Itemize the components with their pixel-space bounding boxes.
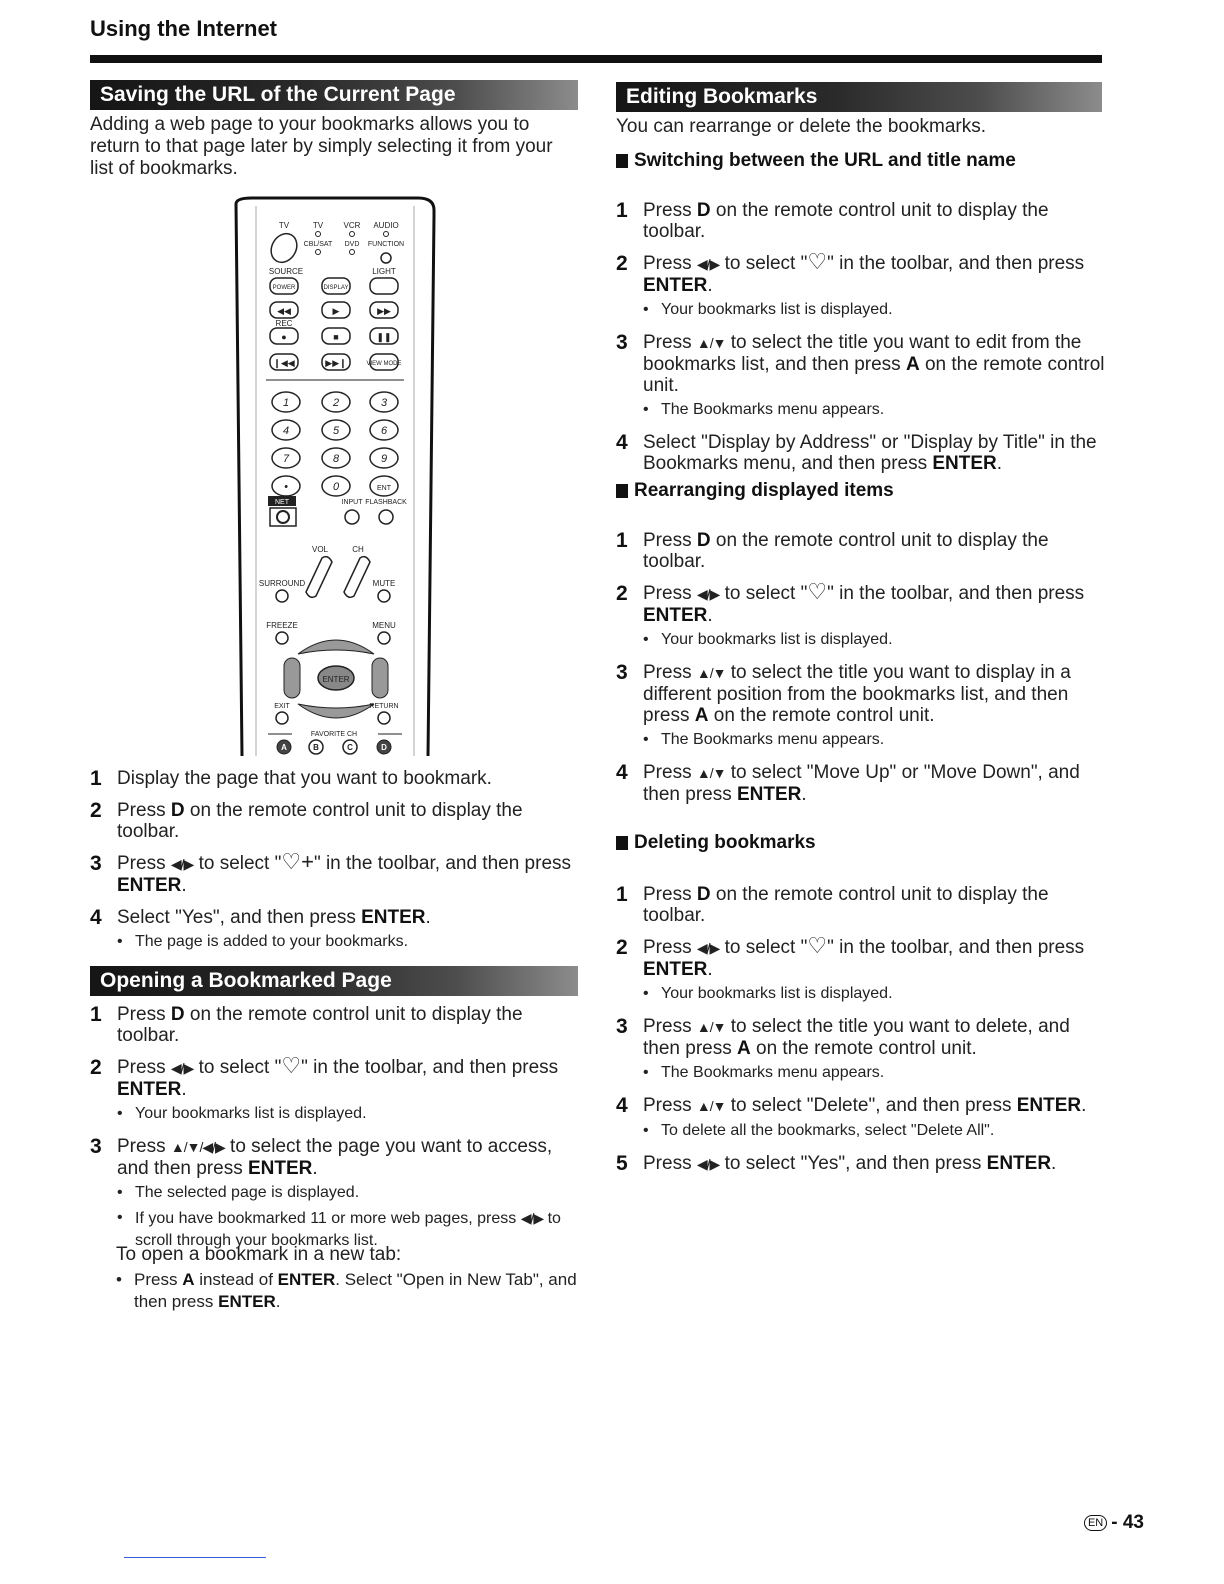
- subhead-switching: Switching between the URL and title name: [616, 150, 1016, 172]
- step-note: • The page is added to your bookmarks.: [117, 933, 409, 950]
- rearranging-step-2: 2 Press ◀/▶ to select "♡" in the toolbar, and then press ENTER. • Your bookmarks list is displayed.: [616, 579, 1085, 648]
- step-number: 1: [90, 767, 102, 790]
- page-footer: [1084, 1512, 1144, 1534]
- remote-digit-ent: ENT: [377, 485, 391, 492]
- newtab-block: [116, 1244, 581, 1313]
- remote-label-freeze: FREEZE: [266, 621, 298, 630]
- svg-text:▶: ▶: [332, 306, 340, 316]
- remote-label-audio: AUDIO: [373, 221, 399, 230]
- newtab-note: • Press A instead of ENTER. Select "Open in New Tab", and then press ENTER.: [116, 1270, 577, 1311]
- up-down-arrow-icon: ▲/▼: [696, 765, 726, 781]
- step-number: 4: [90, 906, 102, 929]
- svg-text:❙◀◀: ❙◀◀: [273, 358, 295, 368]
- opening-step-3: [90, 1136, 585, 1252]
- rearranging-step-3: 3 Press ▲/▼ to select the title you want to display in a different position from the bookmarks list, and then press A on the remote control unit. • The Bookmarks menu appears.: [616, 661, 1071, 748]
- remote-fav-a: A: [281, 743, 287, 752]
- remote-digit-4: 4: [282, 425, 290, 437]
- newtab-line: To open a bookmark in a new tab:: [116, 1244, 402, 1265]
- remote-label-return: RETURN: [369, 703, 399, 710]
- svg-text:◀◀: ◀◀: [277, 306, 291, 316]
- remote-key-net: NET: [275, 499, 289, 506]
- page-header: Using the Internet: [90, 16, 278, 41]
- remote-label-function: FUNCTION: [367, 241, 405, 248]
- left-right-arrow-icon: ◀/▶: [696, 586, 720, 602]
- opening-step-1: [90, 1004, 585, 1046]
- remote-label-light: LIGHT: [372, 267, 396, 276]
- left-right-arrow-icon: ◀/▶: [170, 856, 194, 872]
- remote-label-tv2: TV: [312, 221, 324, 230]
- remote-label-vol: VOL: [311, 545, 329, 554]
- left-right-arrow-icon: ◀/▶: [696, 1156, 720, 1172]
- remote-label-flashback: FLASHBACK: [365, 499, 407, 506]
- left-right-arrow-icon: ◀/▶: [520, 1210, 544, 1226]
- saving-step-2: [90, 800, 585, 842]
- remote-label-dvd: DVD: [344, 241, 360, 248]
- opening-steps: [90, 1004, 585, 1263]
- remote-key-power: POWER: [272, 285, 296, 291]
- step-number: 2: [90, 799, 102, 822]
- remote-digit-1: 1: [282, 397, 290, 409]
- deleting-steps: [616, 884, 1106, 1186]
- step-text: Press D on the remote control unit to display the toolbar.: [117, 800, 523, 842]
- subhead-deleting: Deleting bookmarks: [616, 832, 816, 854]
- switching-step-3: 3 Press ▲/▼ to select the title you want to edit from the bookmarks list, and then press A on the remote control unit. • The Bookmarks menu appears.: [616, 331, 1105, 418]
- step-text: Press D on the remote control unit to display the toolbar.: [117, 1004, 523, 1046]
- switching-steps: [616, 200, 1106, 485]
- deleting-step-1: 1 Press D on the remote control unit to display the toolbar.: [616, 883, 1049, 926]
- remote-key-enter: ENTER: [322, 675, 350, 684]
- remote-digit-3: 3: [380, 397, 388, 409]
- remote-label-surround: SURROUND: [258, 579, 306, 588]
- step-number: 3: [90, 1135, 102, 1158]
- svg-text:■: ■: [333, 332, 339, 342]
- square-bullet-icon: [616, 154, 628, 168]
- remote-label-favorite: FAVORITE CH: [310, 731, 358, 738]
- footer-line: [124, 1557, 266, 1558]
- step-number: 2: [90, 1056, 102, 1079]
- bookmarks-heart-icon: ♡: [281, 1053, 302, 1078]
- deleting-step-5: 5 Press ◀/▶ to select "Yes", and then press ENTER.: [616, 1152, 1057, 1175]
- left-right-arrow-icon: ◀/▶: [696, 940, 720, 956]
- remote-fav-b: B: [313, 743, 319, 752]
- step-number: 1: [90, 1003, 102, 1026]
- remote-digit-5: 5: [332, 425, 340, 437]
- step-text: Select "Yes", and then press ENTER. • The page is added to your bookmarks.: [117, 907, 585, 953]
- left-right-arrow-icon: ◀/▶: [170, 1060, 194, 1076]
- subhead-rearranging: Rearranging displayed items: [616, 480, 894, 502]
- step-note: • Your bookmarks list is displayed.: [117, 1105, 367, 1122]
- rearranging-step-4: 4 Press ▲/▼ to select "Move Up" or "Move Down", and then press ENTER.: [616, 761, 1080, 805]
- square-bullet-icon: [616, 484, 628, 498]
- remote-digit-2: 2: [332, 397, 340, 409]
- language-badge: EN: [1084, 1515, 1107, 1531]
- switching-step-1: 1 Press D on the remote control unit to display the toolbar.: [616, 199, 1049, 242]
- svg-text:▶▶: ▶▶: [377, 306, 391, 316]
- section-title-editing: Editing Bookmarks: [616, 82, 1102, 112]
- remote-label-exit: EXIT: [274, 703, 290, 710]
- saving-steps: [90, 768, 585, 964]
- svg-text:●: ●: [281, 332, 287, 342]
- up-down-arrow-icon: ▲/▼: [696, 1098, 726, 1114]
- saving-step-3: [90, 849, 585, 896]
- section-title-opening: Opening a Bookmarked Page: [90, 966, 578, 996]
- bookmarks-heart-icon: ♡: [807, 249, 828, 274]
- left-right-arrow-icon: ◀/▶: [696, 256, 720, 272]
- saving-step-4: [90, 907, 585, 953]
- switching-step-4: 4 Select "Display by Address" or "Display by Title" in the Bookmarks menu, and then press ENTER.: [616, 431, 1097, 474]
- remote-label-source: SOURCE: [268, 267, 304, 276]
- svg-text:▶▶❙: ▶▶❙: [325, 358, 347, 368]
- deleting-step-2: 2 Press ◀/▶ to select "♡" in the toolbar, and then press ENTER. • Your bookmarks list is displayed.: [616, 933, 1085, 1002]
- remote-digit-6: 6: [380, 425, 388, 437]
- up-down-arrow-icon: ▲/▼: [696, 335, 726, 351]
- step-text: Press ◀/▶ to select "♡" in the toolbar, and then press ENTER. • Your bookmarks list is displayed.: [117, 1057, 585, 1125]
- remote-digit-0: 0: [332, 481, 340, 493]
- section-title-saving: Saving the URL of the Current Page: [90, 80, 578, 110]
- remote-label-input: INPUT: [341, 499, 363, 506]
- step-number: 3: [90, 852, 102, 875]
- remote-key-viewmode: VIEW MODE: [366, 361, 402, 367]
- bookmarks-heart-icon: ♡: [807, 579, 828, 604]
- remote-label-vcr: VCR: [343, 221, 361, 230]
- header-rule: [90, 55, 1102, 63]
- remote-fav-d: D: [381, 743, 387, 752]
- saving-intro: Adding a web page to your bookmarks allows you to return to that page later by simply selecting it from your list of bookmarks.: [90, 114, 553, 179]
- four-way-arrow-icon: ▲/▼/◀/▶: [170, 1139, 225, 1155]
- step-note: • If you have bookmarked 11 or more web pages, press ◀/▶ to scroll through your bookmarks list.: [117, 1209, 561, 1249]
- step-text: Press ◀/▶ to select "♡+" in the toolbar, and then press ENTER.: [117, 849, 572, 896]
- remote-digit-7: 7: [282, 453, 290, 465]
- editing-intro: You can rearrange or delete the bookmarks.: [616, 116, 987, 137]
- saving-step-1: [90, 768, 585, 789]
- opening-step-2: [90, 1053, 585, 1125]
- up-down-arrow-icon: ▲/▼: [696, 1019, 726, 1035]
- deleting-step-4: 4 Press ▲/▼ to select "Delete", and then press ENTER. • To delete all the bookmarks, select "Delete All".: [616, 1094, 1087, 1139]
- add-bookmark-icon: ♡+: [281, 849, 314, 874]
- remote-label-cblsat: CBL/SAT: [303, 241, 333, 248]
- remote-label-ch: CH: [352, 545, 364, 554]
- page-number: - 43: [1111, 1512, 1144, 1533]
- step-text: Press ▲/▼/◀/▶ to select the page you want to access, and then press ENTER. • The selected page is displayed. • If you have bookmarked 11 or more web pages, press ◀/▶ to scroll through your bookmarks list.: [117, 1136, 585, 1252]
- remote-digit-9: 9: [380, 453, 388, 465]
- rearranging-step-1: 1 Press D on the remote control unit to display the toolbar.: [616, 529, 1049, 572]
- step-text: Display the page that you want to bookmark.: [117, 768, 492, 789]
- remote-digit-dot: •: [284, 481, 288, 493]
- rearranging-steps: [616, 530, 1106, 816]
- remote-label-mute: MUTE: [372, 579, 396, 588]
- remote-digit-8: 8: [332, 453, 340, 465]
- remote-key-display: DISPLAY: [323, 285, 349, 291]
- switching-step-2: 2 Press ◀/▶ to select "♡" in the toolbar, and then press ENTER. • Your bookmarks list is displayed.: [616, 249, 1085, 318]
- remote-fav-c: C: [347, 743, 353, 752]
- square-bullet-icon: [616, 836, 628, 850]
- remote-label-menu: MENU: [372, 621, 396, 630]
- remote-label-rec: REC: [275, 319, 293, 328]
- up-down-arrow-icon: ▲/▼: [696, 665, 726, 681]
- bookmarks-heart-icon: ♡: [807, 933, 828, 958]
- svg-text:❚❚: ❚❚: [376, 332, 392, 342]
- deleting-step-3: 3 Press ▲/▼ to select the title you want to delete, and then press A on the remote control unit. • The Bookmarks menu appears.: [616, 1015, 1070, 1081]
- remote-label-tv1: TV: [278, 221, 290, 230]
- step-note: • The selected page is displayed.: [117, 1184, 360, 1201]
- remote-control-illustration: [232, 196, 436, 758]
